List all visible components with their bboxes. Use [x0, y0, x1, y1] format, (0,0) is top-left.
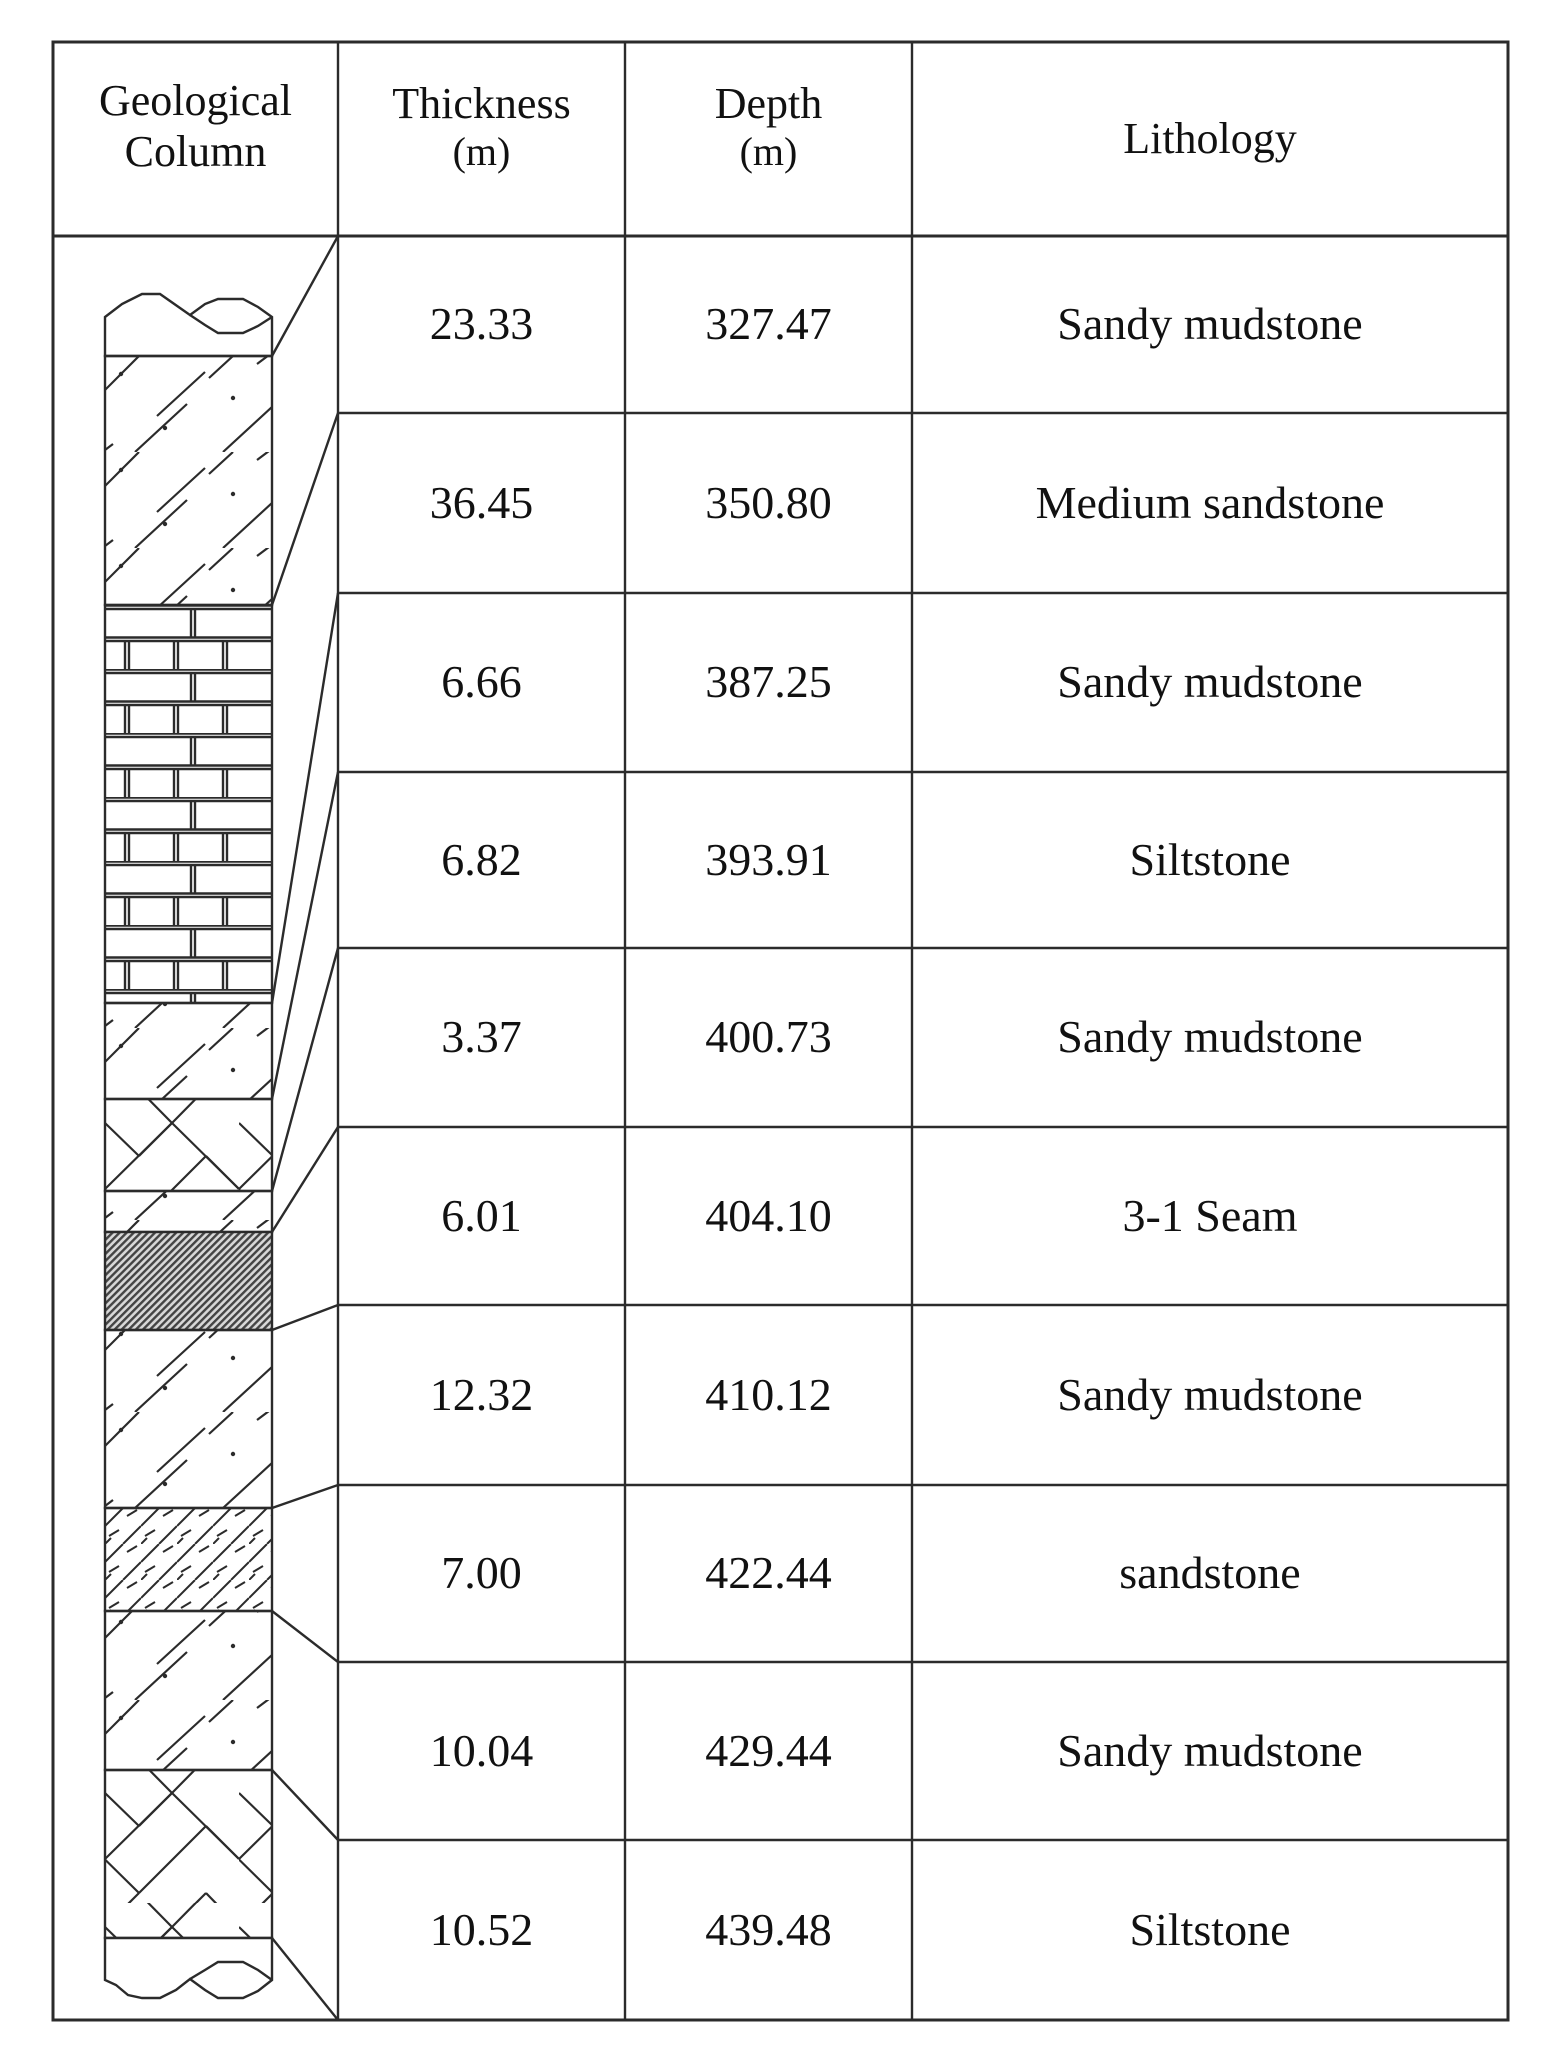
header-line: Thickness: [392, 78, 571, 128]
lithology-cell: Sandy mudstone: [1057, 298, 1363, 350]
layer-sandy-mudstone: [105, 356, 272, 605]
depth-cell: 439.48: [705, 1903, 832, 1955]
break-top-icon: [105, 294, 272, 356]
depth-cell: 429.44: [705, 1724, 832, 1776]
depth-cell: 422.44: [705, 1547, 832, 1599]
layer-medium-sandstone: [105, 605, 272, 1003]
layer-sandy-mudstone: [105, 1191, 272, 1232]
break-bottom-icon: [105, 1938, 272, 1998]
header-geological-column: [53, 42, 338, 236]
depth-cell: 404.10: [705, 1189, 832, 1241]
lithology-cell: 3-1 Seam: [1122, 1189, 1298, 1241]
layer-coal-seam: [105, 1232, 272, 1330]
layer-siltstone: [105, 1099, 272, 1191]
lithology-cell: Siltstone: [1129, 1903, 1291, 1955]
depth-cell: 410.12: [705, 1368, 832, 1420]
thickness-cell: 6.82: [441, 833, 522, 885]
thickness-cell: 10.52: [429, 1903, 534, 1955]
header-depth: [625, 42, 912, 236]
thickness-cell: 36.45: [429, 476, 534, 528]
layer-siltstone: [105, 1770, 272, 1938]
header-thickness: [338, 42, 625, 236]
header-lithology: [912, 42, 1508, 236]
header-line: Column: [124, 127, 267, 176]
depth-cell: 350.80: [705, 476, 832, 528]
header-line: Depth: [714, 78, 823, 128]
lithology-cell: Medium sandstone: [1035, 476, 1385, 528]
layer-sandy-mudstone: [105, 1611, 272, 1770]
layer-connectors: [272, 236, 338, 2020]
lithology-cell: sandstone: [1119, 1547, 1301, 1599]
thickness-cell: 12.32: [429, 1368, 534, 1420]
depth-cell: 400.73: [705, 1011, 832, 1063]
lithology-cell: Sandy mudstone: [1057, 1724, 1363, 1776]
geological-column-strip: [105, 294, 272, 1998]
thickness-cell: 3.37: [441, 1011, 522, 1063]
depth-cell: 393.91: [705, 833, 832, 885]
depth-cell: 327.47: [705, 298, 832, 350]
thickness-cell: 6.66: [441, 656, 522, 708]
layer-sandstone: [105, 1508, 272, 1611]
lithology-cell: Sandy mudstone: [1057, 1011, 1363, 1063]
layer-sandy-mudstone: [105, 1330, 272, 1508]
thickness-cell: 6.01: [441, 1189, 522, 1241]
header-line: Geological: [98, 76, 293, 126]
thickness-cell: 7.00: [441, 1547, 522, 1599]
thickness-cell: 23.33: [429, 298, 534, 350]
layer-sandy-mudstone: [105, 1003, 272, 1099]
lithology-cell: Sandy mudstone: [1057, 656, 1363, 708]
lithology-cell: Siltstone: [1129, 833, 1291, 885]
thickness-cell: 10.04: [429, 1724, 534, 1776]
depth-cell: 387.25: [705, 656, 832, 708]
lithology-cell: Sandy mudstone: [1057, 1368, 1363, 1420]
header-unit: (m): [739, 129, 798, 175]
header-line: Lithology: [1123, 113, 1297, 163]
header-unit: (m): [452, 129, 511, 175]
